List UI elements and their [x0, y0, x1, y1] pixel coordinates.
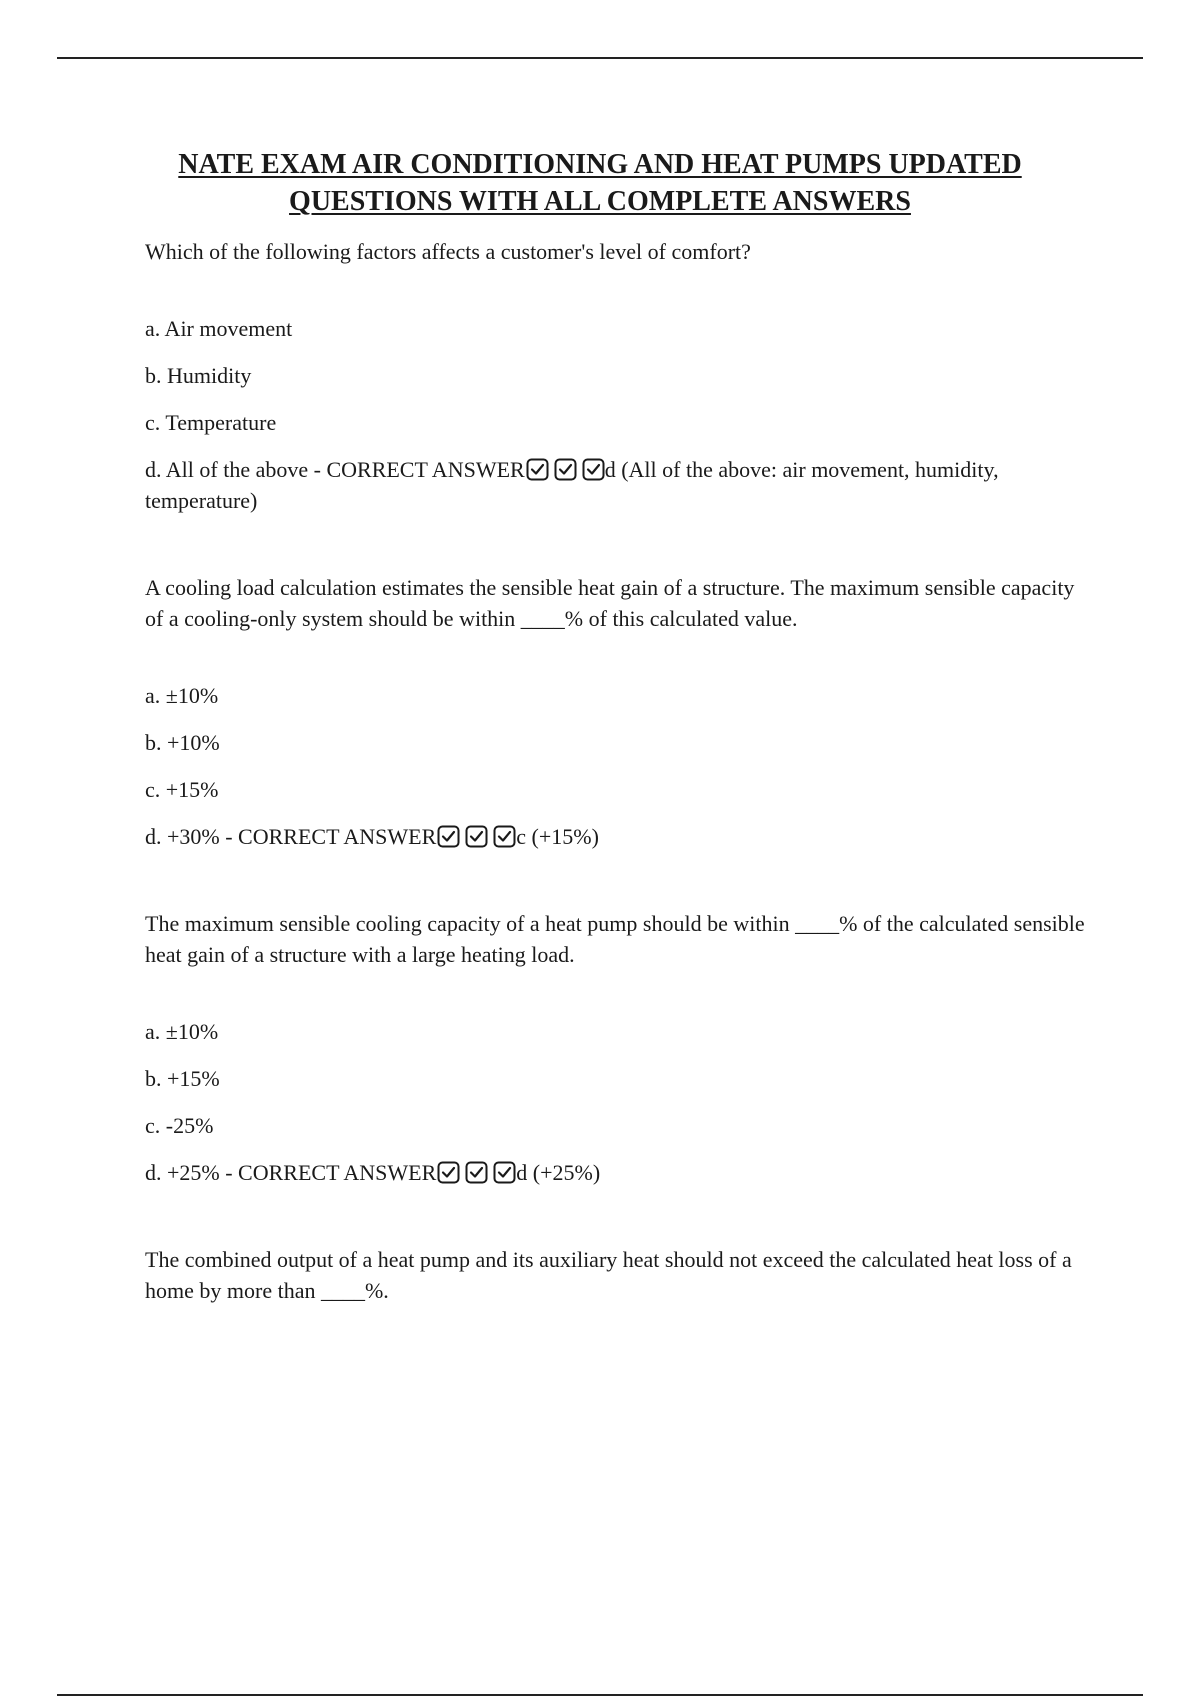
question-prompt: A cooling load calculation estimates the sensible heat gain of a structure. The maximum sensible capacity of a cooling-only system should be within ____% of this calculated value.: [145, 575, 1075, 631]
title-line-2: QUESTIONS WITH ALL COMPLETE ANSWERS: [289, 186, 911, 217]
option-c: c. +15%: [145, 777, 219, 802]
question-3: [145, 908, 1095, 1188]
option-a: a. ±10%: [145, 683, 219, 708]
check-icon: [493, 1161, 516, 1184]
document-title: [100, 146, 1100, 220]
question-1: [145, 236, 1095, 516]
question-4: [145, 1244, 1095, 1306]
check-icon: [437, 1161, 460, 1184]
answer-option-label: d. All of the above - CORRECT ANSWER: [145, 457, 525, 482]
option-a: a. ±10%: [145, 1019, 219, 1044]
header-rule: [57, 57, 1143, 59]
check-icon: [465, 825, 488, 848]
answer-checks: [526, 458, 605, 481]
option-b: b. Humidity: [145, 363, 252, 388]
question-prompt: The maximum sensible cooling capacity of a heat pump should be within ____% of the calculated sensible heat gain of a structure with a large heating load.: [145, 911, 1085, 967]
answer-text: d (All of the above: air movement, humidity, temperature): [145, 457, 999, 513]
answer-option-label: d. +25% - CORRECT ANSWER: [145, 1160, 437, 1185]
check-icon: [493, 825, 516, 848]
option-b: b. +15%: [145, 1066, 220, 1091]
check-icon: [526, 458, 549, 481]
answer-text: c (+15%): [516, 824, 599, 849]
option-d-answer: [145, 454, 1095, 516]
question-prompt: The combined output of a heat pump and its auxiliary heat should not exceed the calculated heat loss of a home by more than ____%.: [145, 1247, 1072, 1303]
check-icon: [465, 1161, 488, 1184]
answer-checks: [437, 1161, 516, 1184]
check-icon: [582, 458, 605, 481]
question-prompt: Which of the following factors affects a customer's level of comfort?: [145, 239, 751, 264]
option-c: c. Temperature: [145, 410, 277, 435]
answer-option-label: d. +30% - CORRECT ANSWER: [145, 824, 437, 849]
option-c: c. -25%: [145, 1113, 214, 1138]
questions-list: [145, 236, 1095, 1362]
question-2: [145, 572, 1095, 852]
option-d-answer: [145, 821, 1095, 852]
check-icon: [554, 458, 577, 481]
footer-rule: [57, 1694, 1143, 1696]
title-line-1: NATE EXAM AIR CONDITIONING AND HEAT PUMPS UPDATED: [178, 149, 1022, 180]
option-d-answer: [145, 1157, 1095, 1188]
option-a: a. Air movement: [145, 316, 293, 341]
check-icon: [437, 825, 460, 848]
answer-text: d (+25%): [516, 1160, 601, 1185]
option-b: b. +10%: [145, 730, 220, 755]
answer-checks: [437, 825, 516, 848]
